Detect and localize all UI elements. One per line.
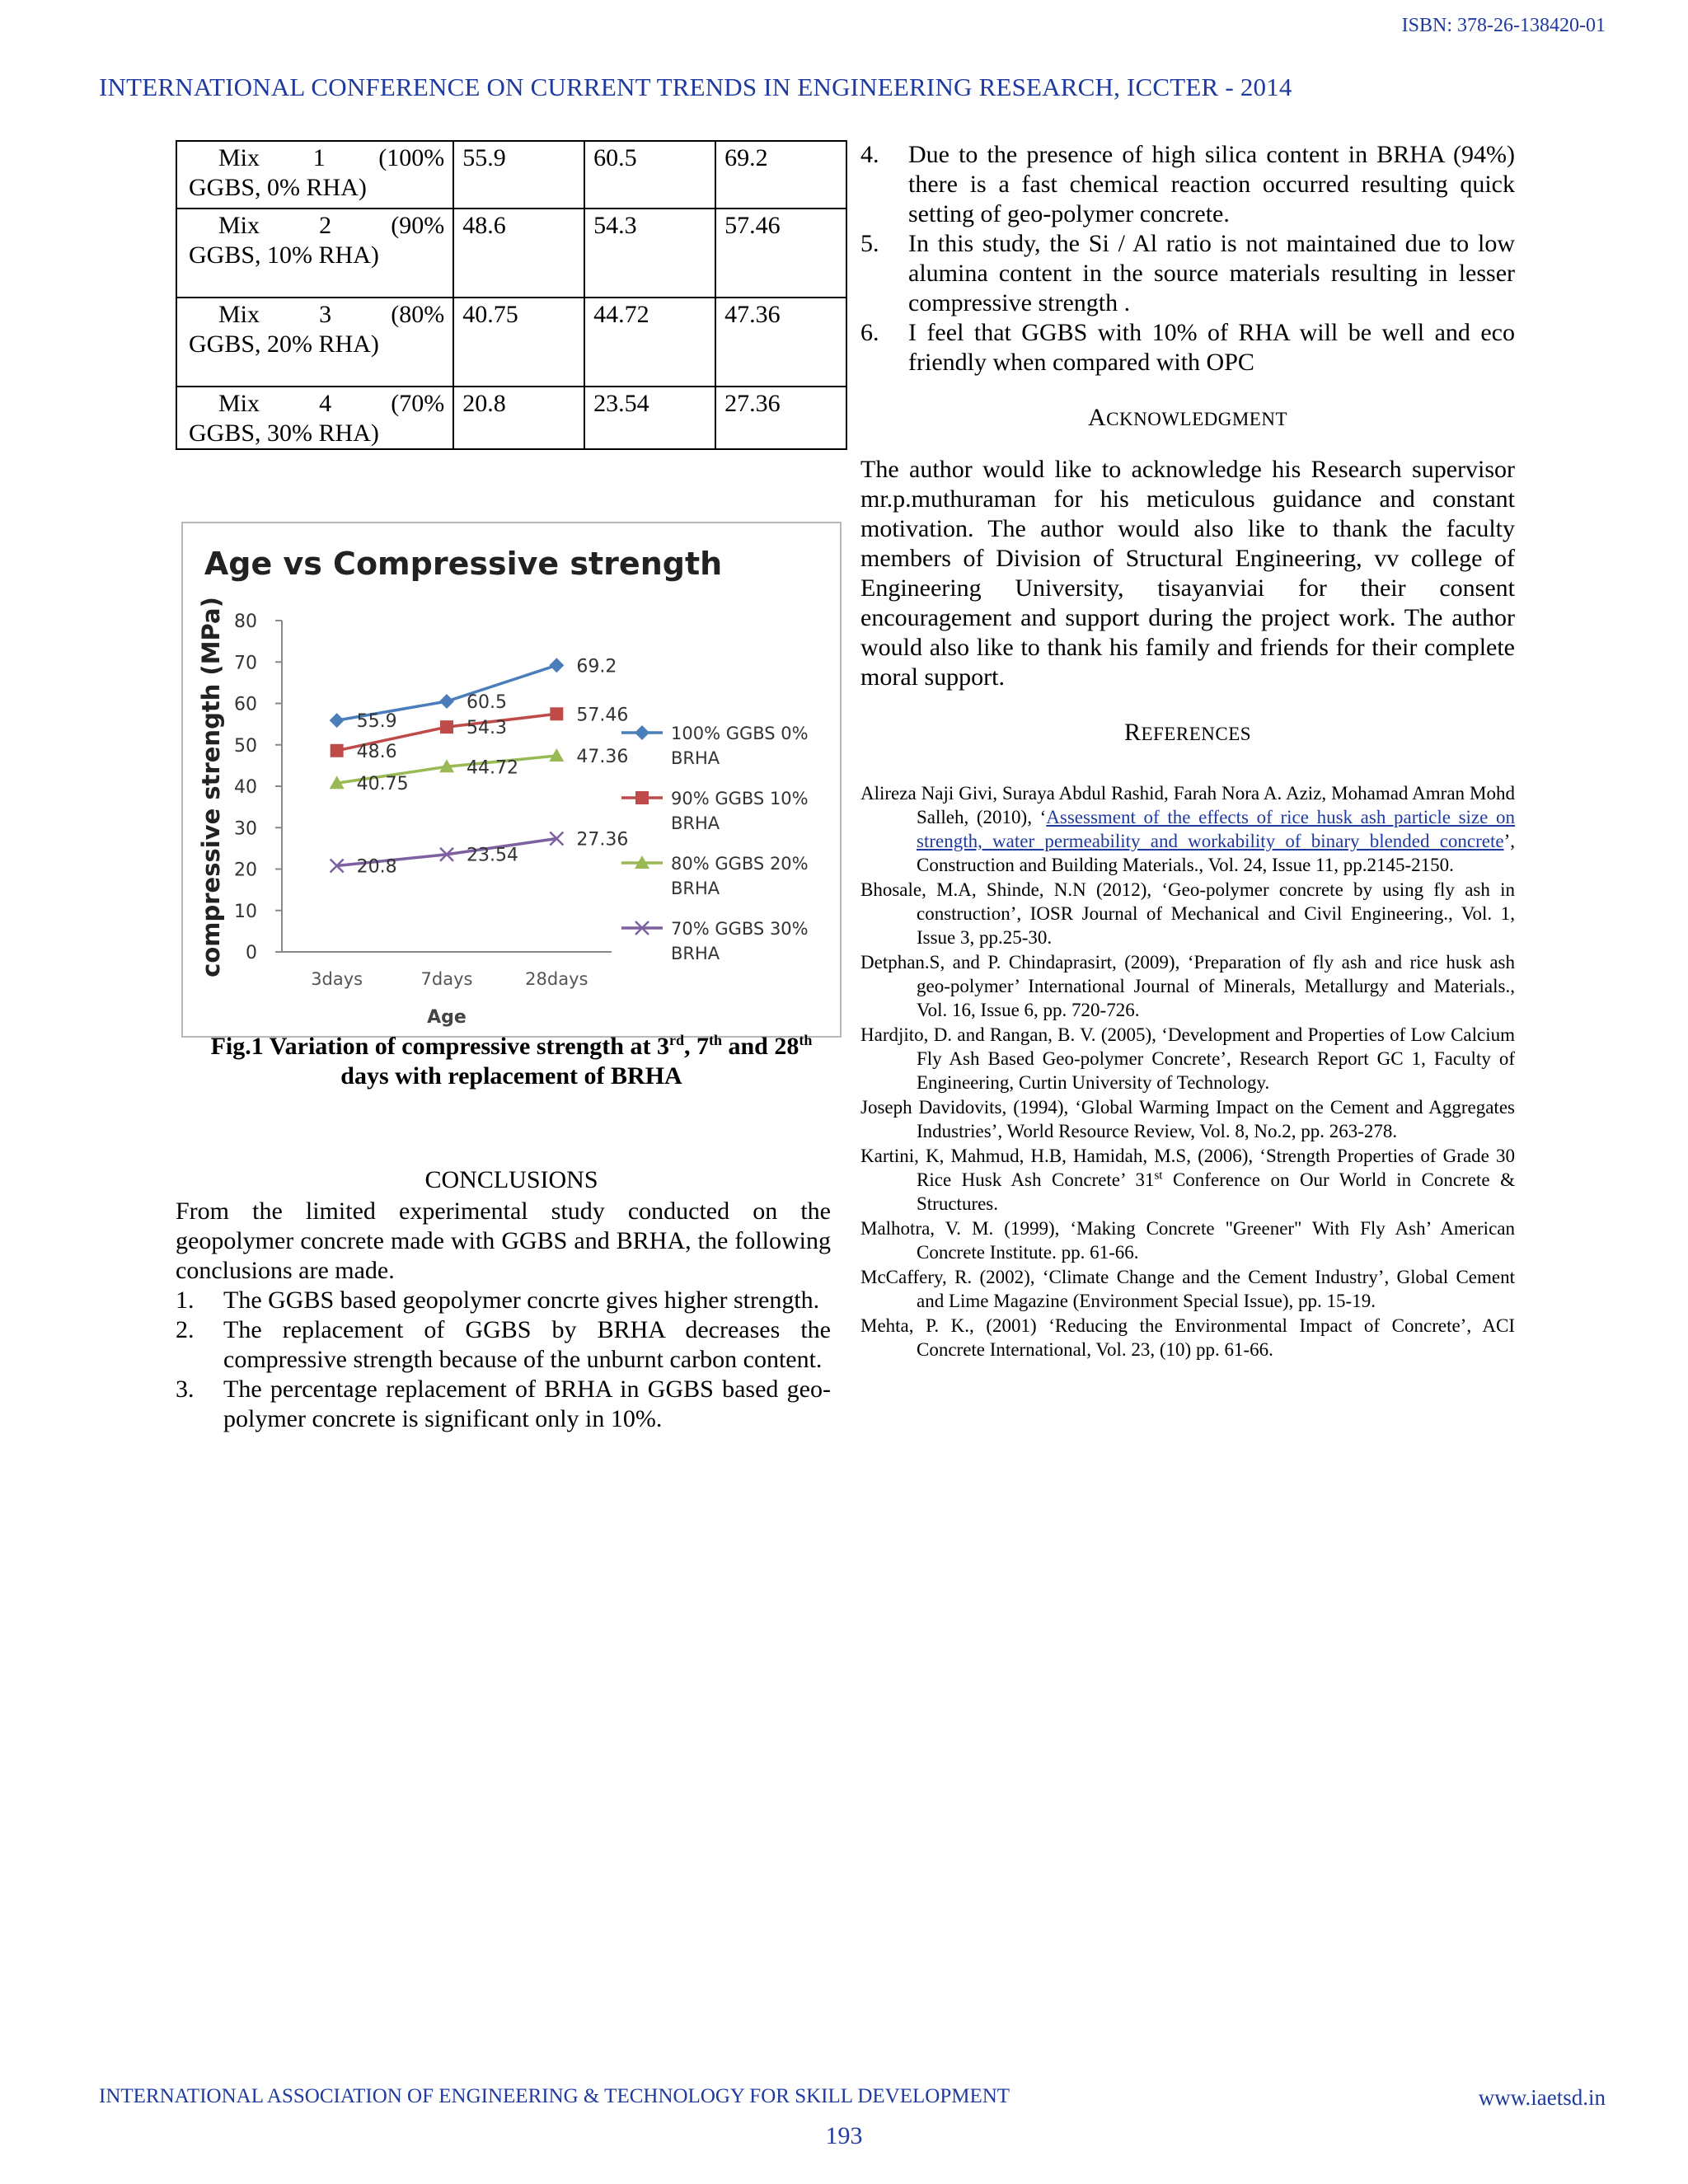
data-point xyxy=(330,713,345,728)
reference-link[interactable]: Assessment of the effects of rice husk ash particle size on strength, water permeability and workability of binary blended concrete xyxy=(917,807,1516,851)
reference-text: Alireza Naji Givi, Suraya Abdul Rashid, Farah Nora A. Aziz, Mohamad Amran Mohd Salleh, (2010), ‘ xyxy=(860,783,1515,827)
value-3days: 48.6 xyxy=(453,209,584,298)
x-tick-label: 7days xyxy=(420,969,473,989)
list-item xyxy=(860,140,1515,229)
value-28days: 69.2 xyxy=(715,141,846,209)
caption-sup: th xyxy=(799,1032,813,1048)
legend-label: 80% GGBS 20% xyxy=(671,854,809,874)
data-label: 47.36 xyxy=(576,747,629,768)
heading-rest: CKNOWLEDGMENT xyxy=(1106,409,1288,429)
reference-item: Detphan.S, and P. Chindaprasirt, (2009), ‘Preparation of fly ash and rice husk ash geo-polymer’ International Journal of Minerals, Metallurgy and Materials., Vol. 16, Issue 6, pp. 720-726. xyxy=(860,952,1515,1020)
y-tick-label: 0 xyxy=(246,943,257,963)
mix-word: Mix xyxy=(218,212,260,239)
references-list xyxy=(860,781,1515,1362)
value-3days: 55.9 xyxy=(453,141,584,209)
data-point xyxy=(550,707,563,720)
mix-word: Mix xyxy=(218,144,260,171)
reference-item: Bhosale, M.A, Shinde, N.N (2012), ‘Geo-polymer concrete by using fly ash in construction’, IOSR Journal of Mechanical and Civil Engineering., Vol. 1, Issue 3, pp.25-30. xyxy=(860,879,1515,948)
data-point xyxy=(549,658,564,673)
chart-canvas xyxy=(183,523,840,1036)
data-label: 44.72 xyxy=(467,757,518,779)
table-row xyxy=(176,209,846,298)
data-label: 48.6 xyxy=(356,741,397,762)
conclusions-list-continued xyxy=(860,140,1515,377)
acknowledgment-heading xyxy=(860,404,1515,432)
legend-label: BRHA xyxy=(671,813,720,833)
footer-website: www.iaetsd.in xyxy=(1478,2085,1606,2110)
data-label: 20.8 xyxy=(356,856,397,878)
value-7days: 60.5 xyxy=(584,141,715,209)
legend-label: 70% GGBS 30% xyxy=(671,919,809,939)
data-label: 69.2 xyxy=(576,656,617,677)
mix-word: Mix xyxy=(218,390,260,417)
y-tick-label: 70 xyxy=(234,653,257,674)
mix-label-cell xyxy=(176,209,453,298)
references-heading xyxy=(860,719,1515,747)
list-item xyxy=(176,1375,831,1434)
mix-composition: GGBS, 30% RHA) xyxy=(189,419,379,447)
legend-label: 90% GGBS 10% xyxy=(671,789,809,808)
results-table xyxy=(176,140,847,450)
list-item xyxy=(176,1286,831,1315)
isbn: ISBN: 378-26-138420-01 xyxy=(1401,15,1606,36)
item-text: The GGBS based geopolymer concrte gives higher strength. xyxy=(223,1286,820,1314)
y-tick-label: 30 xyxy=(234,818,257,840)
data-point xyxy=(439,694,454,709)
acknowledgment-text: The author would like to acknowledge his Research supervisor mr.p.muthuraman for his meticulous guidance and constant motivation. The author would also like to thank the faculty members of Division of Structural Engineering, vv college of Engineering University, tisayanviai for their consent encouragement and support during the project work. The author would also like to thank his family and friends for their complete moral support. xyxy=(860,456,1515,691)
caption-part: and 28 xyxy=(722,1033,799,1060)
compressive-strength-chart xyxy=(181,522,842,1038)
reference-item: Mehta, P. K., (2001) ‘Reducing the Environmental Impact of Concrete’, ACI Concrete International, Vol. 23, (10) pp. 61-66. xyxy=(860,1315,1515,1360)
mix-label-cell xyxy=(176,141,453,209)
mix-number: 2 xyxy=(319,212,332,239)
reference-item xyxy=(860,1144,1515,1216)
reference-item: Hardjito, D. and Rangan, B. V. (2005), ‘Development and Properties of Low Calcium Fly Ash Based Geo-polymer Concrete’, Research Report GC 1, Faculty of Engineering, Curtin University of Technology. xyxy=(860,1024,1515,1093)
mix-percent: (90% xyxy=(391,212,445,239)
data-point xyxy=(440,720,453,733)
value-3days: 40.75 xyxy=(453,298,584,387)
mix-composition: GGBS, 0% RHA) xyxy=(189,174,367,201)
y-tick-label: 50 xyxy=(234,735,257,757)
item-number: 5. xyxy=(860,230,879,257)
item-number: 1. xyxy=(176,1286,195,1314)
x-axis-label: Age xyxy=(427,1007,467,1028)
reference-text: Kartini, K, Mahmud, H.B, Hamidah, M.S, (2006), ‘Strength Properties of Grade 30 Rice Husk Ash Concrete’ 31 xyxy=(860,1146,1515,1190)
data-label: 23.54 xyxy=(467,845,518,866)
mix-number: 4 xyxy=(319,390,332,417)
y-tick-label: 80 xyxy=(234,612,257,632)
data-label: 57.46 xyxy=(576,705,629,726)
heading-initial: A xyxy=(1087,404,1107,431)
reference-sup: st xyxy=(1154,1169,1163,1183)
item-number: 3. xyxy=(176,1376,195,1403)
value-28days: 47.36 xyxy=(715,298,846,387)
mix-label-cell xyxy=(176,298,453,387)
item-text: Due to the presence of high silica content in BRHA (94%) there is a fast chemical reaction occurred resulting quick setting of geo-polymer concrete. xyxy=(908,141,1515,227)
table-row xyxy=(176,298,846,387)
heading-rest: EFERENCES xyxy=(1141,724,1252,744)
data-label: 54.3 xyxy=(467,718,507,739)
list-item xyxy=(176,1315,831,1375)
list-item xyxy=(860,229,1515,318)
conclusions-heading: CONCLUSIONS xyxy=(424,1166,598,1193)
conference-title: INTERNATIONAL CONFERENCE ON CURRENT TRENDS IN ENGINEERING RESEARCH, ICCTER - 2014 xyxy=(99,73,1292,101)
y-tick-label: 60 xyxy=(234,694,257,715)
reference-text: ’, Construction and Building Materials., Vol. 24, Issue 11, pp.2145-2150. xyxy=(917,831,1515,875)
table-row xyxy=(176,387,846,449)
y-axis-label: compressive strength (MPa) xyxy=(197,597,225,977)
reference-item: Malhotra, V. M. (1999), ‘Making Concrete "Greener" With Fly Ash’ American Concrete Institute. pp. 61-66. xyxy=(860,1218,1515,1263)
value-7days: 54.3 xyxy=(584,209,715,298)
legend-marker xyxy=(635,791,649,804)
data-label: 60.5 xyxy=(467,691,507,713)
mix-label-cell xyxy=(176,387,453,449)
data-point xyxy=(331,744,344,757)
mix-percent: (100% xyxy=(378,144,445,171)
item-text: I feel that GGBS with 10% of RHA will be well and eco friendly when compared with OPC xyxy=(908,319,1515,376)
mix-number: 1 xyxy=(312,144,326,171)
mix-percent: (80% xyxy=(391,301,445,328)
item-text: The replacement of GGBS by BRHA decreases the compressive strength because of the unburnt carbon content. xyxy=(223,1316,831,1373)
mix-number: 3 xyxy=(319,301,332,328)
x-tick-label: 28days xyxy=(525,969,588,989)
table-row xyxy=(176,141,846,209)
mix-composition: GGBS, 10% RHA) xyxy=(189,241,379,269)
value-3days: 20.8 xyxy=(453,387,584,449)
value-7days: 23.54 xyxy=(584,387,715,449)
mix-word: Mix xyxy=(218,301,260,328)
caption-sup: rd xyxy=(668,1032,684,1048)
reference-item: Joseph Davidovits, (1994), ‘Global Warming Impact on the Cement and Aggregates Industries’, World Resource Review, Vol. 8, No.2, pp. 263-278. xyxy=(860,1097,1515,1141)
caption-part: , 7 xyxy=(683,1033,709,1060)
footer-association: INTERNATIONAL ASSOCIATION OF ENGINEERING & TECHNOLOGY FOR SKILL DEVELOPMENT xyxy=(99,2085,1010,2107)
item-number: 6. xyxy=(860,319,879,346)
mix-composition: GGBS, 20% RHA) xyxy=(189,330,379,358)
value-7days: 44.72 xyxy=(584,298,715,387)
figure-caption xyxy=(176,1032,847,1091)
mix-percent: (70% xyxy=(391,390,445,417)
data-label: 55.9 xyxy=(356,711,397,733)
reference-text: Conference on Our World in Concrete & Structures. xyxy=(917,1169,1515,1214)
reference-item xyxy=(860,781,1515,877)
heading-initial: R xyxy=(1123,719,1142,746)
page-number: 193 xyxy=(825,2122,863,2149)
legend-marker xyxy=(635,725,649,740)
conclusions-intro: From the limited experimental study conducted on the geopolymer concrete made with GGBS and BRHA, the following conclusions are made. xyxy=(176,1197,831,1284)
chart-title: Age vs Compressive strength xyxy=(204,546,723,582)
item-text: In this study, the Si / Al ratio is not maintained due to low alumina content in the source materials resulting in lesser compressive strength . xyxy=(908,230,1515,316)
list-item xyxy=(860,318,1515,377)
y-tick-label: 10 xyxy=(234,901,257,922)
item-text: The percentage replacement of BRHA in GGBS based geo-polymer concrete is significant only in 10%. xyxy=(223,1376,831,1432)
reference-item: McCaffery, R. (2002), ‘Climate Change and the Cement Industry’, Global Cement and Lime Magazine (Environment Special Issue), pp. 15-19. xyxy=(860,1267,1515,1311)
legend-label: BRHA xyxy=(671,944,720,963)
legend-label: BRHA xyxy=(671,879,720,898)
value-28days: 57.46 xyxy=(715,209,846,298)
legend-label: BRHA xyxy=(671,748,720,768)
y-tick-label: 20 xyxy=(234,860,257,881)
caption-part: Fig.1 Variation of compressive strength at 3 xyxy=(210,1033,669,1060)
conclusions-list xyxy=(176,1286,831,1434)
data-label: 27.36 xyxy=(576,829,629,851)
legend-label: 100% GGBS 0% xyxy=(671,724,809,743)
item-number: 4. xyxy=(860,141,879,168)
caption-sup: th xyxy=(708,1032,722,1048)
x-tick-label: 3days xyxy=(311,969,363,989)
y-tick-label: 40 xyxy=(234,777,257,798)
value-28days: 27.36 xyxy=(715,387,846,449)
item-number: 2. xyxy=(176,1316,195,1343)
caption-line2: days with replacement of BRHA xyxy=(340,1062,682,1090)
data-label: 40.75 xyxy=(356,774,409,795)
